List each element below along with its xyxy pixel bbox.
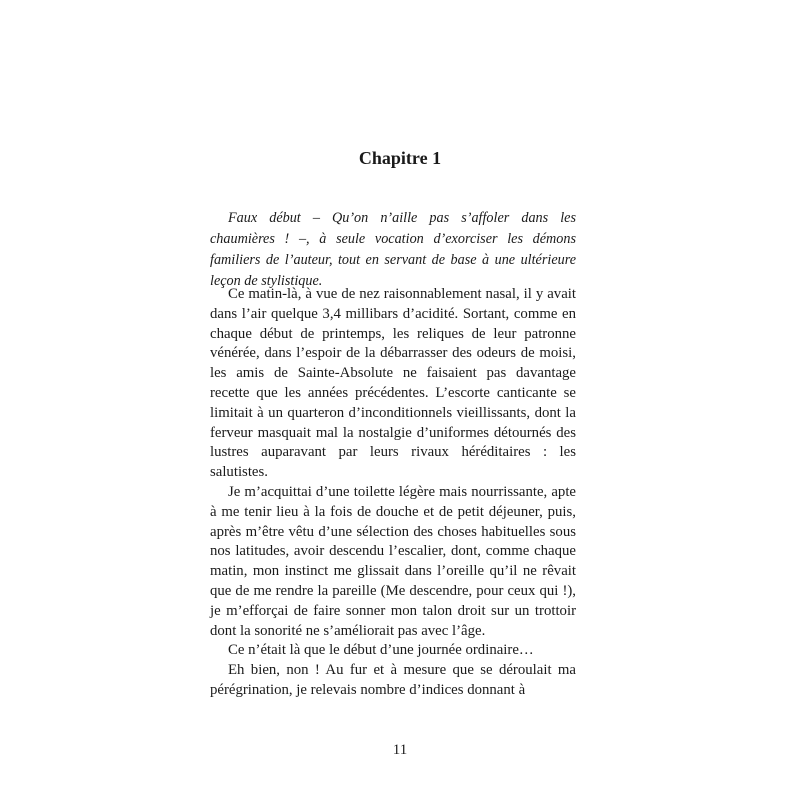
paragraph-4: Eh bien, non ! Au fur et à mesure que se déroulait ma pérégrination, je relevais nombre d’indices donnant à (210, 662, 576, 698)
paragraph-2: Je m’acquittai d’une toilette légère mais nourrissante, apte à me tenir lieu à la fois de douche et de petit déjeuner, puis, après m’être vêtu d’une sélection des choses habituelles sous nos latitudes, avoir descendu l’escalier, dont, comme chaque matin, mon instinct me glissait dans l’oreille qu’il ne rêvait que de me rendre la pareille (Me descendre, pour ceux qui !), je m’efforçai de faire sonner mon talon droit sur un trottoir dont la sonorité ne s’améliorait pas avec l’âge. (210, 483, 576, 639)
epigraph: Faux début – Qu’on n’aille pas s’affoler dans les chaumières ! –, à seule vocation d’exorciser les démons familiers de l’auteur, tout en servant de base à une ultérieure leçon de stylistique. (210, 210, 576, 289)
chapter-title: Chapitre 1 (358, 148, 442, 168)
page-number: 11 (392, 742, 408, 758)
paragraph-1: Ce matin-là, à vue de nez raisonnablement nasal, il y avait dans l’air quelque 3,4 millibars d’acidité. Sortant, comme en chaque début de printemps, les reliques de leur patronne vénérée, dans l’espoir de la débarrasser des odeurs de moisi, les amis de Sainte-Absolute ne faisaient pas davantage recette que les années précédentes. L’escorte canticante se limitait à un quarteron d’inconditionnels vieillissants, dont la ferveur masquait mal la nostalgie d’uniformes détournés des lustres auparavant par leurs rivaux héréditaires : les salutistes. (210, 286, 576, 481)
body-text (210, 285, 576, 701)
paragraph-3: Ce n’était là que le début d’une journée ordinaire… (228, 642, 534, 659)
